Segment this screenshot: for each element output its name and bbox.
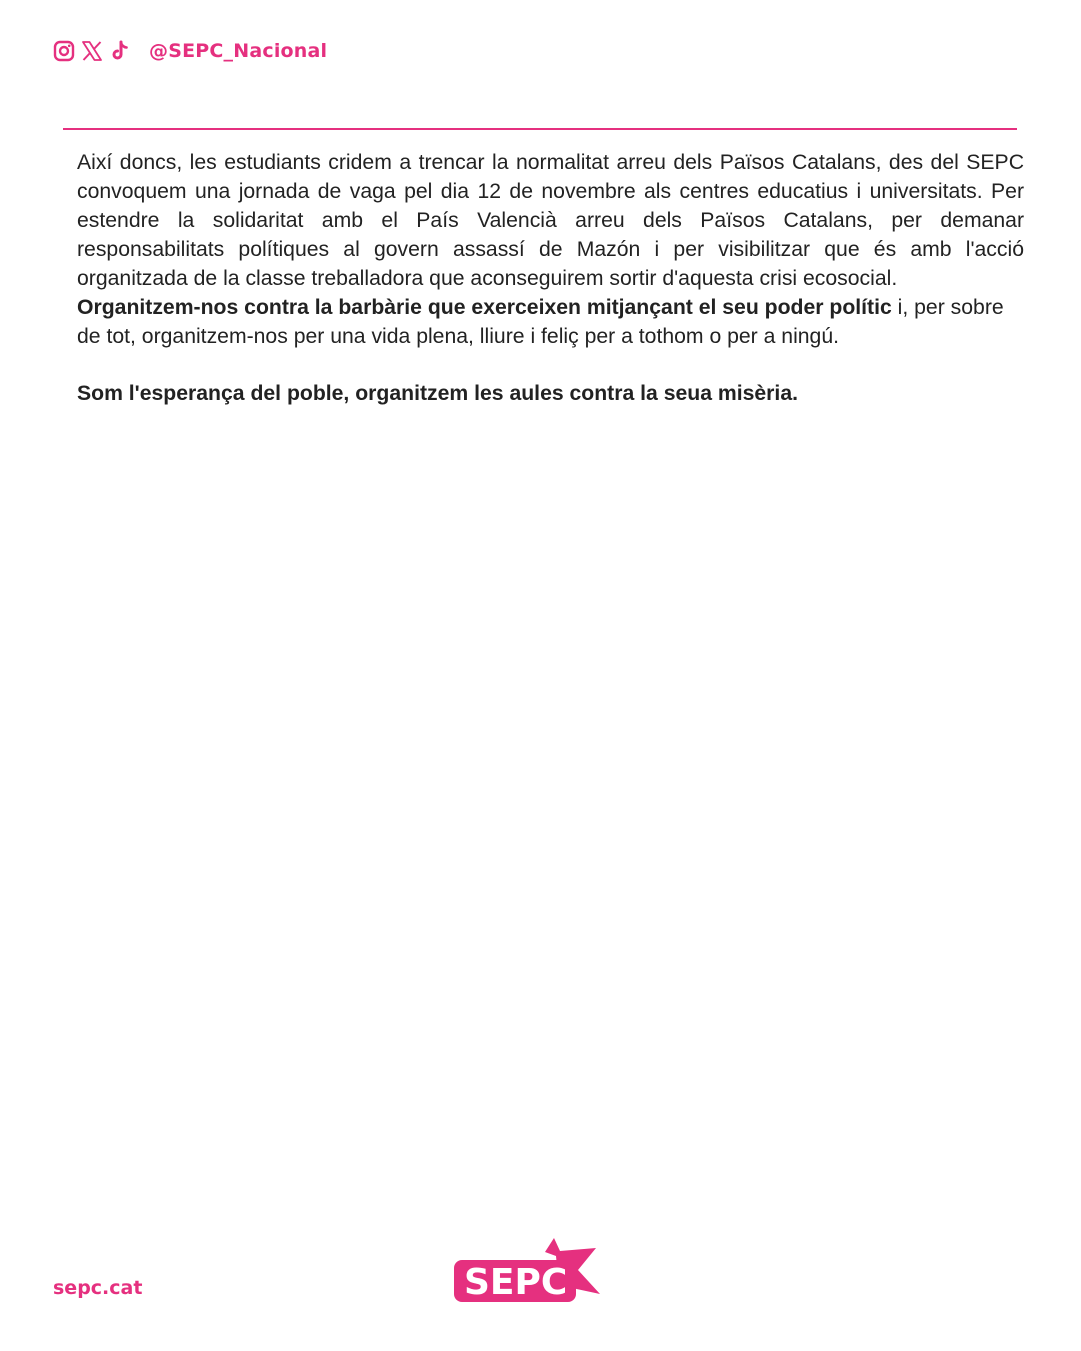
closing-statement: Som l'esperança del poble, organitzem les aules contra la seua misèria. — [77, 382, 798, 405]
sepc-logo — [450, 1236, 600, 1306]
tiktok-icon[interactable] — [109, 40, 131, 62]
paragraph-2-emphasis: Organitzem-nos contra la barbàrie que exerceixen mitjançant el seu poder polític — [77, 296, 892, 319]
paragraph-2-rest: i, per sobre de tot, organitzem-nos per una vida plena, lliure i feliç per a tothom o per a ningú. — [77, 296, 1004, 348]
website-link[interactable]: sepc.cat — [53, 1277, 143, 1299]
social-handle[interactable]: @SEPC_Nacional — [149, 40, 328, 62]
instagram-icon[interactable] — [53, 40, 75, 62]
social-header — [53, 38, 327, 64]
x-icon[interactable] — [81, 40, 103, 62]
paragraph-2 — [77, 293, 1024, 351]
logo-text: SEPC — [464, 1262, 568, 1303]
paragraph-1: Així doncs, les estudiants cridem a trencar la normalitat arreu dels Països Catalans, des del SEPC convoquem una jornada de vaga pel dia 12 de novembre als centres educatius i universitats. Per estendre la solidaritat amb el País Valencià arreu dels Països Catalans, per demanar responsabilitats polítiques al govern assassí de Mazón i per visibilitzar que és amb l'acció organitzada de la classe treballadora que aconseguirem sortir d'aquesta crisi ecosocial. — [77, 151, 1024, 290]
article-body — [77, 148, 1024, 408]
header-divider — [63, 128, 1017, 130]
